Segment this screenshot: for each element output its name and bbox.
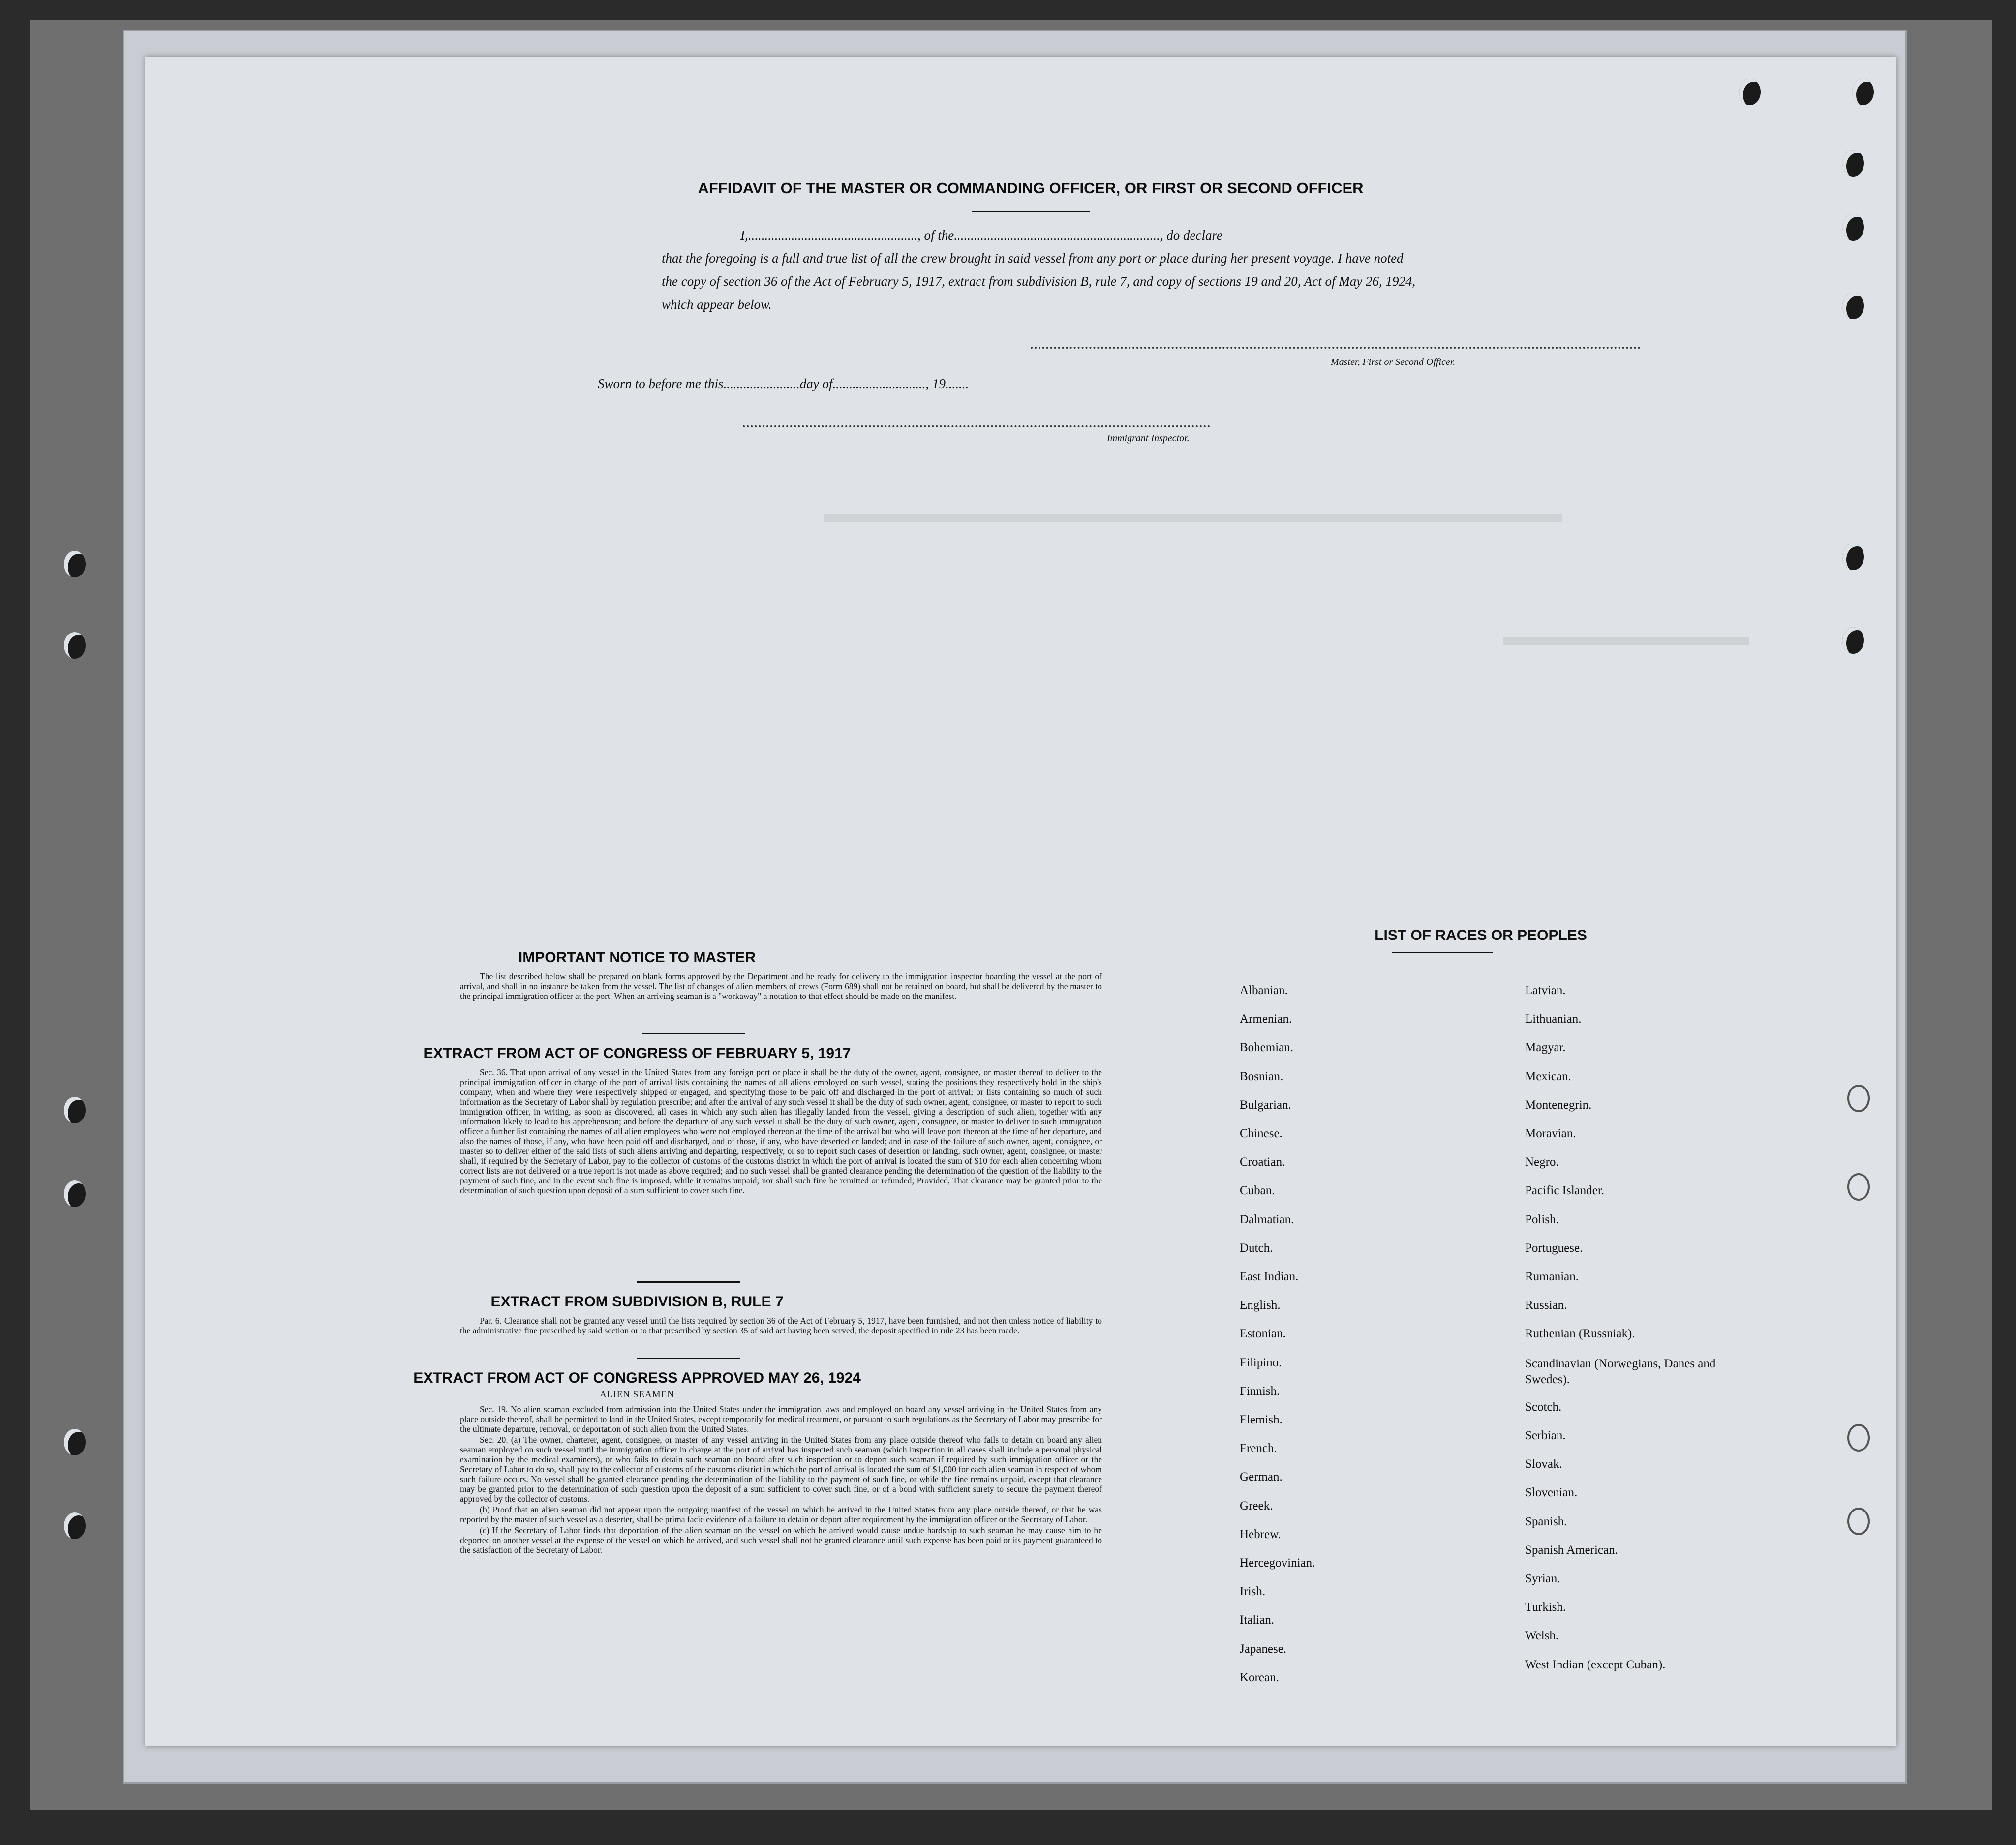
extract-1924-title: EXTRACT FROM ACT OF CONGRESS APPROVED MAY 26, 1924 [413, 1370, 861, 1386]
race-item: German. [1240, 1470, 1283, 1484]
extract-1917-text [460, 1067, 1102, 1196]
notice-text [460, 971, 1102, 1002]
race-item: East Indian. [1240, 1270, 1299, 1283]
race-item: Greek. [1240, 1499, 1273, 1512]
extract-rule7-title: EXTRACT FROM SUBDIVISION B, RULE 7 [490, 1294, 784, 1310]
race-item: Albanian. [1240, 984, 1288, 997]
races-list-title: LIST OF RACES OR PEOPLES [1375, 927, 1587, 943]
race-item: Negro. [1525, 1155, 1559, 1169]
bleed-through-mark [824, 514, 1562, 522]
race-item: Moravian. [1525, 1127, 1576, 1140]
extract-rule7-text [460, 1316, 1102, 1336]
race-item: Pacific Islander. [1525, 1184, 1605, 1198]
sec-36-paragraph: Sec. 36. That upon arrival of any vessel in the United States from any foreign port or place it shall be the duty of the owner, agent, consignee, or master thereof to deliver to the principal immigration officer in charge of the port of arrival lists containing the names of all aliens employed on such vessel, stating the positions they respectively hold in the ship's company, when and where they were respectively shipped or engaged, and specifying those to be paid off and discharged in the port of arrival; or lists containing so much of such information as the Secretary of Labor shall by regulation prescribe; and after the arrival of any such vessel it shall be the duty of such owner, agent, consignee, or master to report to such immigration officer, in writing, as soon as discovered, all cases in which any such alien has illegally landed from the vessel, giving a description of such alien, together with any information likely to lead to his apprehension; and before the departure of any such vessel it shall be the duty of such owner, agent, consignee, or master to deliver to such immigration officer a further list containing the names of all alien employees who were not employed thereon at the time of the arrival but who will leave port thereon at the time of her departure, and also the names of those, if any, who have been paid off and discharged, and of those, if any, who have deserted or landed; and in case of the failure of such owner, agent, consignee, or master so to deliver either of the said lists of such aliens arriving and departing, respectively, or so to report such cases of desertion or landing, such owner, agent, consignee, or master shall, if required by the Secretary of Labor, pay to the collector of customs of the customs district in which the port of arrival is located the sum of $10 for each alien concerning whom correct lists are not delivered or a true report is not made as above required; and no such vessel shall be granted clearance pending the determination of the question of the liability to the payment of such fine, and in the event such fine is imposed, while it remains unpaid; nor shall such fine be remitted or refunded; Provided, That clearance may be granted prior to the determination of such question upon deposit of a sum sufficient to cover such fine. [460, 1067, 1102, 1195]
race-item: Turkish. [1525, 1601, 1566, 1614]
race-item: Bohemian. [1240, 1041, 1294, 1055]
race-item: Spanish American. [1525, 1543, 1618, 1557]
binder-hole [1842, 627, 1864, 654]
race-item: Korean. [1240, 1670, 1279, 1684]
binder-hole [1842, 150, 1864, 177]
race-item: Finnish. [1240, 1384, 1280, 1398]
par-6-paragraph: Par. 6. Clearance shall not be granted any vessel until the lists required by section 36 of the Act of February 5, 1917, have been furnished, and not then unless notice of liability to the administrative fine prescribed by said section or to that prescribed by section 35 of said act having been served, the deposit specified in rule 23 has been made. [460, 1316, 1102, 1335]
race-item: Syrian. [1525, 1572, 1560, 1585]
master-signature-label: Master, First or Second Officer. [1331, 357, 1456, 367]
section-rule [637, 1281, 740, 1283]
extract-1917-title: EXTRACT FROM ACT OF CONGRESS OF FEBRUARY 5, 1917 [423, 1045, 851, 1061]
race-item: Croatian. [1240, 1155, 1285, 1169]
affidavit-body [662, 224, 1641, 316]
affidavit-line-3: the copy of section 36 of the Act of February 5, 1917, extract from subdivision B, rule 7, and copy of sections 19 and 20, Act of May 26, 1924, [662, 274, 1416, 289]
race-item: Flemish. [1240, 1413, 1283, 1426]
race-item: Dalmatian. [1240, 1212, 1294, 1226]
race-item: West Indian (except Cuban). [1525, 1658, 1666, 1671]
race-item: Estonian. [1240, 1327, 1286, 1341]
race-item: Portuguese. [1525, 1241, 1583, 1255]
race-item: Latvian. [1525, 984, 1566, 997]
race-item: Bosnian. [1240, 1069, 1283, 1083]
race-item: Ruthenian (Russniak). [1525, 1327, 1635, 1341]
race-item: Filipino. [1240, 1356, 1282, 1369]
race-item: Irish. [1240, 1585, 1266, 1599]
race-item: Russian. [1525, 1299, 1567, 1312]
affidavit-line-4: which appear below. [662, 297, 772, 312]
binder-hole [1739, 79, 1761, 105]
affidavit-line-2: that the foregoing is a full and true list of all the crew brought in said vessel from any port or place during her present voyage. I have noted [662, 251, 1404, 266]
sec-20c-paragraph: (c) If the Secretary of Labor finds that deportation of the alien seaman on the vessel on which he arrived would cause undue hardship to such seaman he may cause him to be deported on another vessel at the expense of the vessel on which he arrived, and such vessel shall not be granted clearance until such expense has been paid or its payment guaranteed to the satisfaction of the Secretary of Labor. [460, 1525, 1102, 1555]
binder-hole [64, 1180, 86, 1207]
race-item: Armenian. [1240, 1012, 1292, 1026]
race-item: Italian. [1240, 1613, 1275, 1627]
affidavit-title: AFFIDAVIT OF THE MASTER OR COMMANDING OFFICER, OR FIRST OR SECOND OFFICER [698, 180, 1364, 197]
race-item: Mexican. [1525, 1069, 1571, 1083]
race-item: Welsh. [1525, 1629, 1559, 1643]
race-item: Hebrew. [1240, 1527, 1281, 1541]
binder-hole [1847, 1424, 1870, 1452]
race-item: Spanish. [1525, 1514, 1567, 1528]
race-item: Polish. [1525, 1212, 1559, 1226]
binder-hole [64, 1429, 86, 1455]
inspector-label: Immigrant Inspector. [1107, 433, 1190, 444]
races-title-rule [1392, 952, 1493, 953]
race-item: Slovenian. [1525, 1486, 1578, 1500]
race-item: Lithuanian. [1525, 1012, 1582, 1026]
race-item: Scotch. [1525, 1400, 1562, 1414]
race-item: Chinese. [1240, 1127, 1283, 1140]
race-item: Cuban. [1240, 1184, 1275, 1198]
race-item: Bulgarian. [1240, 1098, 1291, 1112]
binder-hole [1847, 1085, 1870, 1112]
binder-hole [1842, 544, 1864, 570]
binder-hole [1842, 293, 1864, 319]
race-item: Rumanian. [1525, 1270, 1579, 1283]
race-item: English. [1240, 1299, 1281, 1312]
race-item: Scandinavian (Norwegians, Danes and Swedes). [1525, 1357, 1716, 1386]
manifest-page [145, 57, 1896, 1746]
sec-20b-paragraph: (b) Proof that an alien seaman did not appear upon the outgoing manifest of the vessel on which he arrived in the United States from any place outside thereof, or that he was reported by the master of such vessel as a deserter, shall be prima facie evidence of a failure to detain or deport after requirement by the immigration officer or the Secretary of Labor. [460, 1505, 1102, 1524]
race-item: Hercegovinian. [1240, 1556, 1315, 1570]
binder-hole [64, 551, 86, 577]
affidavit-title-rule [972, 211, 1090, 212]
sworn-statement: Sworn to before me this.......................day of............................, 19....... [598, 376, 969, 391]
alien-seamen-subtitle: ALIEN SEAMEN [600, 1390, 674, 1400]
inspector-signature-line[interactable] [743, 425, 1210, 427]
section-rule [637, 1358, 740, 1359]
binder-hole [1842, 214, 1864, 241]
binder-hole [1852, 79, 1874, 105]
binder-hole [64, 632, 86, 659]
race-item: French. [1240, 1442, 1277, 1455]
bleed-through-mark [1503, 637, 1749, 645]
race-item: Dutch. [1240, 1241, 1273, 1255]
affidavit-line-1: I,..................................................., of the.............................................................., do declare [740, 228, 1222, 242]
binder-hole [64, 1512, 86, 1539]
race-item: Montenegrin. [1525, 1098, 1592, 1112]
section-rule [642, 1033, 745, 1034]
notice-title: IMPORTANT NOTICE TO MASTER [518, 949, 756, 966]
extract-1924-text [460, 1404, 1102, 1556]
race-item: Slovak. [1525, 1457, 1562, 1471]
race-item: Magyar. [1525, 1041, 1566, 1055]
master-signature-line[interactable] [1031, 347, 1641, 349]
notice-paragraph: The list described below shall be prepared on blank forms approved by the Department and be ready for delivery to the immigration inspector boarding the vessel at the port of arrival, and shall in no instance be taken from the vessel. The list of changes of alien members of crews (Form 689) shall not be retained on board, but shall be delivered by the master to the principal immigration officer at the port. When an arriving seaman is a "workaway" a notation to that effect should be made on the manifest. [460, 971, 1102, 1001]
sec-20a-paragraph: Sec. 20. (a) The owner, charterer, agent, consignee, or master of any vessel arriving in the United States from any place outside thereof who fails to detain on board any alien seaman employed on such vessel until the immigration officer in charge at the port of arrival has inspected such seaman (which inspection in all cases shall include a personal physical examination by the medical examiners), or who fails to detain such seaman on board after such inspection or to deport such seaman if required by such immigration officer or the Secretary of Labor to do so, shall pay to the collector of customs of the customs district in which the port of arrival is located the sum of $1,000 for each alien seaman in respect of whom such failure occurs. No vessel shall be granted clearance pending the determination of the liability to the payment of such fine, or while the fine remains unpaid, except that clearance may be granted prior to the determination of such question upon the deposit of a sum sufficient to cover such fine, or of a bond with sufficient surety to secure the payment thereof approved by the collector of customs. [460, 1435, 1102, 1504]
sec-19-paragraph: Sec. 19. No alien seaman excluded from admission into the United States under the immigration laws and employed on board any vessel arriving in the United States from any place outside thereof, shall be permitted to land in the United States, except temporarily for medical treatment, or pursuant to such regulations as the Secretary of Labor may prescribe for the ultimate departure, removal, or deportation of such alien from the United States. [460, 1404, 1102, 1434]
binder-hole [1847, 1508, 1870, 1535]
race-item: Japanese. [1240, 1642, 1287, 1656]
binder-hole [64, 1097, 86, 1123]
race-item: Serbian. [1525, 1429, 1566, 1442]
binder-hole [1847, 1173, 1870, 1201]
